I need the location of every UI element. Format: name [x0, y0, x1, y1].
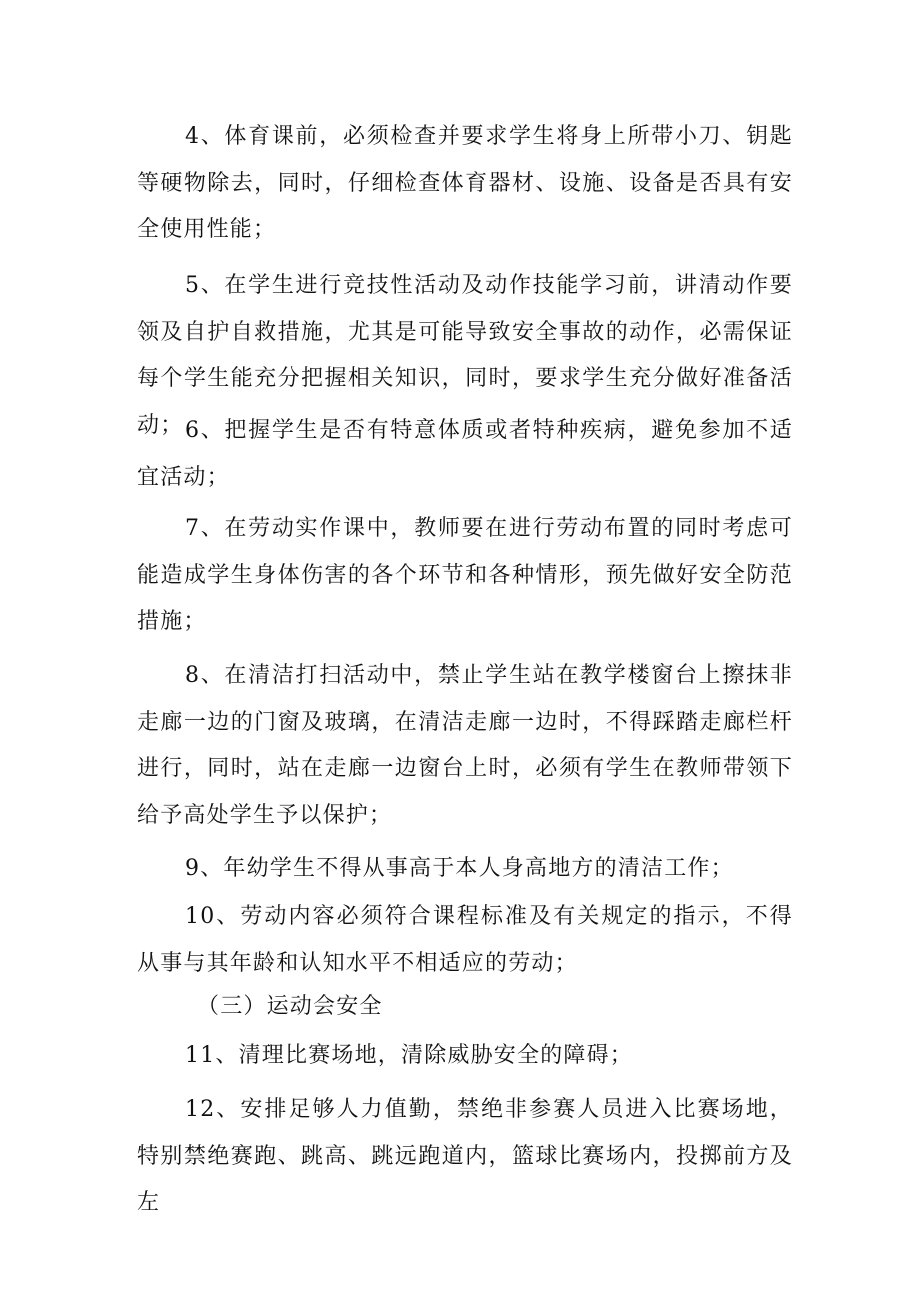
- paragraph-item-5: 5、在学生进行竞技性活动及动作技能学习前，讲清动作要领及自护自救措施，尤其是可能导致安全事故的动作，必需保证每个学生能充分把握相关知识，同时，要求学生充分做好准备活动；: [137, 273, 793, 438]
- paragraph-item-4: 4、体育课前，必须检查并要求学生将身上所带小刀、钥匙等硬物除去，同时，仔细检查体育器材、设施、设备是否具有安全使用性能；: [137, 124, 793, 242]
- section-heading: （三）运动会安全: [197, 994, 383, 1019]
- paragraph-item-9: 9、年幼学生不得从事高于本人身高地方的清洁工作；: [185, 856, 734, 881]
- paragraph-item-7: 7、在劳动实作课中，教师要在进行劳动布置的同时考虑可能造成学生身体伤害的各个环节和各种情形，预先做好安全防范措施；: [137, 516, 793, 634]
- paragraph-item-10: 10、劳动内容必须符合课程标准及有关规定的指示，不得从事与其年龄和认知水平不相适应的劳动；: [137, 904, 793, 976]
- paragraph-item-6: 6、把握学生是否有特意体质或者特种疾病，避免参加不适宜活动；: [137, 418, 793, 490]
- paragraph-item-11: 11、清理比赛场地，清除威胁安全的障碍；: [185, 1043, 633, 1068]
- paragraph-item-12: 12、安排足够人力值勤，禁绝非参赛人员进入比赛场地，特别禁绝赛跑、跳高、跳远跑道内，篮球比赛场内，投掷前方及左: [137, 1097, 793, 1215]
- paragraph-item-8: 8、在清洁打扫活动中，禁止学生站在教学楼窗台上擦抹非走廊一边的门窗及玻璃，在清洁走廊一边时，不得踩踏走廊栏杆进行，同时，站在走廊一边窗台上时，必须有学生在教师带领下给予高处学生予以保护；: [137, 663, 793, 828]
